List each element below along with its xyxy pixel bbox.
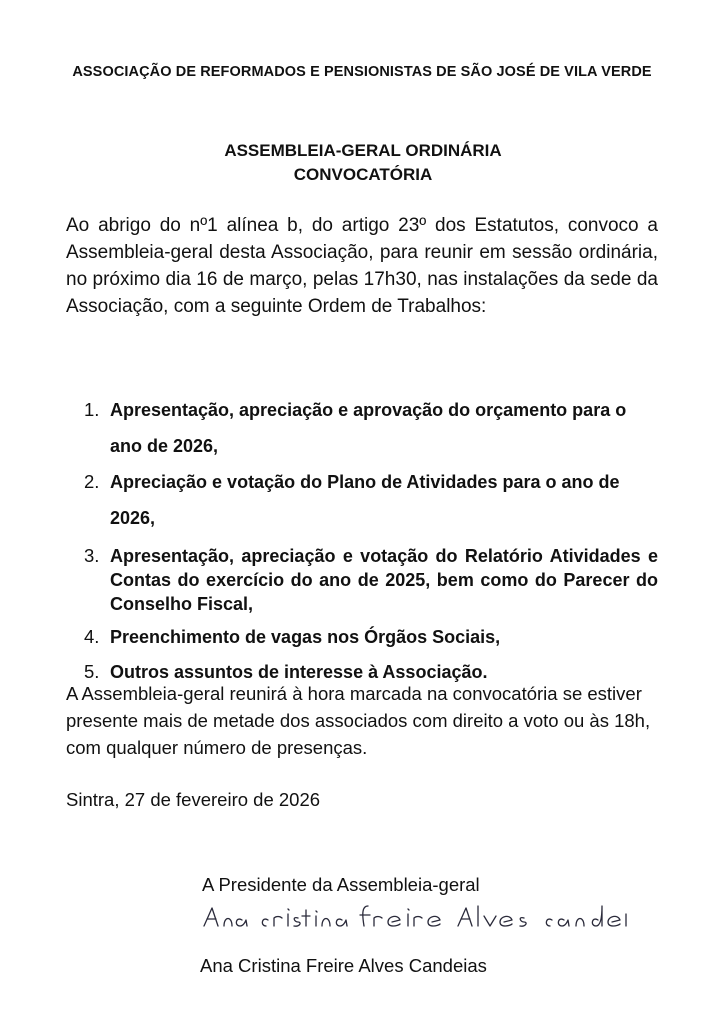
title-block <box>0 139 724 187</box>
agenda-item-text: Apreciação e votação do Plano de Atividades para o ano de 2026, <box>110 472 620 528</box>
agenda-item-number: 3. <box>84 545 100 566</box>
signatory-role: A Presidente da Assembleia-geral <box>202 874 480 895</box>
agenda-item-number: 4. <box>84 626 100 647</box>
agenda-list <box>74 392 658 692</box>
organization-name: ASSOCIAÇÃO DE REFORMADOS E PENSIONISTAS DE SÃO JOSÉ DE VILA VERDE <box>72 64 652 80</box>
handwritten-signature <box>202 900 632 934</box>
agenda-item <box>74 544 658 616</box>
agenda-item-text: Preenchimento de vagas nos Órgãos Sociais, <box>110 627 501 647</box>
agenda-item-text: Apresentação, apreciação e aprovação do orçamento para o ano de 2026, <box>110 400 627 456</box>
place-date: Sintra, 27 de fevereiro de 2026 <box>66 789 321 810</box>
agenda-item <box>74 392 658 464</box>
intro-paragraph: Ao abrigo do nº1 alínea b, do artigo 23º dos Estatutos, convoco a Assembleia-geral desta Associação, para reunir em sessão ordinária, no próximo dia 16 de março, pelas 17h30, nas instalações da sede da Associação, com a seguinte Ordem de Trabalhos: <box>66 215 658 317</box>
agenda-item-text: Apresentação, apreciação e votação do Relatório Atividades e Contas do exercício do ano de 2025, bem como do Parecer do Conselho Fiscal, <box>110 546 658 614</box>
agenda-item-text: Outros assuntos de interesse à Associação. <box>110 662 488 682</box>
agenda-item <box>74 464 658 536</box>
agenda-item-number: 5. <box>84 661 100 682</box>
closing-paragraph: A Assembleia-geral reunirá à hora marcada na convocatória se estiver presente mais de metade dos associados com direito a voto ou às 18h, com qualquer número de presenças. <box>66 683 651 758</box>
agenda-item-number: 1. <box>84 399 100 420</box>
document-title: ASSEMBLEIA-GERAL ORDINÁRIA <box>224 141 502 160</box>
document-subtitle: CONVOCATÓRIA <box>293 165 433 184</box>
signatory-name: Ana Cristina Freire Alves Candeias <box>200 955 487 976</box>
signature-scribble <box>202 900 632 934</box>
agenda-item-number: 2. <box>84 471 100 492</box>
agenda-item <box>74 622 658 652</box>
